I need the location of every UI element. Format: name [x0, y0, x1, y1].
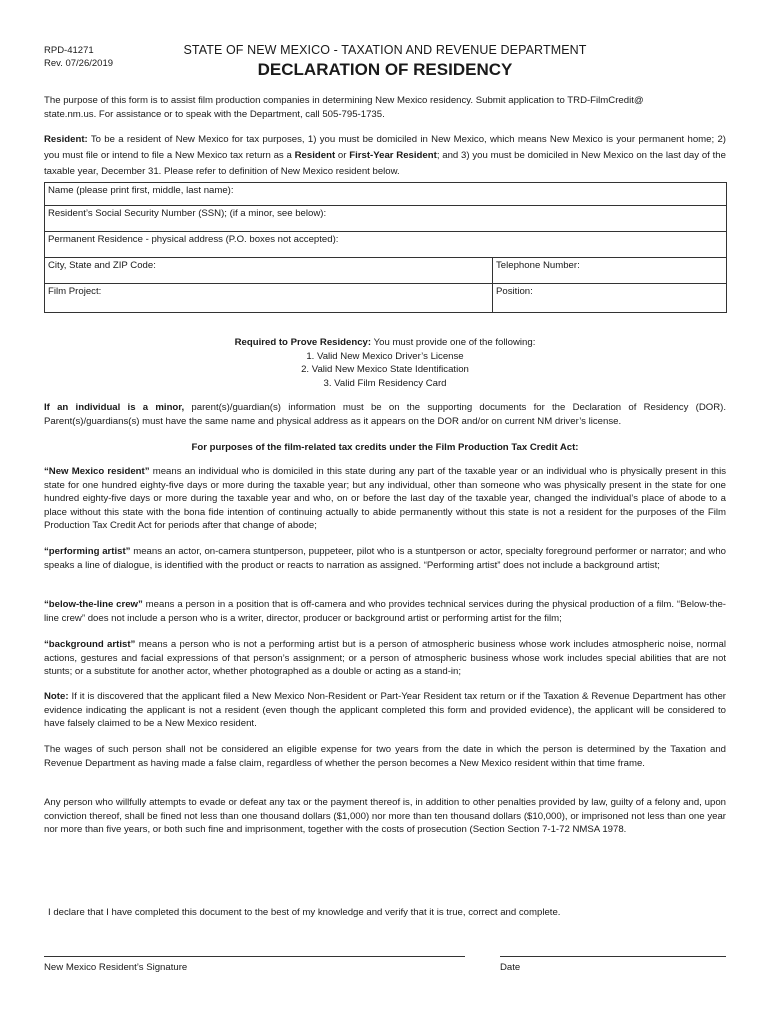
minor-label: If an individual is a minor,: [44, 402, 185, 413]
required-label: Required to Prove Residency:: [234, 337, 372, 348]
page-title: DECLARATION OF RESIDENCY: [257, 60, 513, 79]
city-state-zip-field[interactable]: [45, 258, 493, 284]
address-field[interactable]: [45, 232, 727, 258]
minor-paragraph: [44, 401, 726, 428]
date-label: Date: [500, 962, 521, 973]
nm-resident-term: “New Mexico resident”: [44, 466, 150, 477]
nm-resident-text: means an individual who is domiciled in this state during any part of the taxable year or an individual who is physically present in this state for one hundred eighty-five days or more during the taxable year; but any individual, other than someone who was physically present in the state for one hundred eighty-five days or more during the taxable year and who, on or before the last day of the taxable year, changed the individual’s place of abode to a place without this state with the bona fide intention of continuing actually to abide permanently without this state is not a resident for the purposes of the Film Production Tax Credit Act for periods after that change of abode;: [44, 466, 727, 532]
resident-info-table: [44, 182, 727, 313]
background-artist-term: “background artist”: [44, 639, 136, 650]
signature-line[interactable]: [44, 956, 465, 957]
performing-artist-term: “performing artist”: [44, 546, 131, 557]
intro-line-2: state.nm.us. For assistance or to speak with the Department, call 505-795-1735.: [44, 108, 385, 120]
intro-line-1: The purpose of this form is to assist film production companies in determining New Mexico residency. Submit application to TRD-FilmCredit@: [44, 95, 644, 106]
resident-word: Resident: [294, 150, 336, 161]
below-the-line-definition: [44, 598, 726, 625]
form-revision: Rev. 07/26/2019: [44, 58, 114, 69]
note-text: If it is discovered that the applicant filed a New Mexico Non-Resident or Part-Year Resident tax return or if the Taxation & Revenue Department has other evidence indicating the applicant is not a resident (even though the applicant completed this form and provided evidence), the applicant will be considered to have falsely claimed to be a New Mexico resident.: [44, 691, 726, 730]
agency-name: STATE OF NEW MEXICO - TAXATION AND REVENUE DEPARTMENT: [183, 43, 587, 57]
below-the-line-text: means a person in a position that is off-camera and who provides technical services during the physical production of a film. “Below-the-line crew” does not include a person who is a writer, director, producer or background artist or performing artist for the film;: [44, 599, 726, 624]
required-proof-block: [0, 336, 770, 390]
background-artist-definition: [44, 638, 726, 679]
name-field[interactable]: [45, 183, 727, 206]
date-line[interactable]: [500, 956, 726, 957]
below-the-line-term: “below-the-line crew”: [44, 599, 143, 610]
resident-or: or: [335, 150, 350, 161]
telephone-field[interactable]: [493, 258, 727, 284]
position-label: Position:: [496, 286, 533, 297]
declaration-statement: I declare that I have completed this document to the best of my knowledge and verify that it is true, correct and complete.: [48, 907, 561, 918]
resident-label: Resident:: [44, 134, 88, 145]
form-number: RPD-41271: [44, 45, 94, 56]
film-project-label: Film Project:: [48, 286, 102, 297]
wages-paragraph: The wages of such person shall not be considered an eligible expense for two years from the date in which the person is determined by the Taxation and Revenue Department as having made a false claim, regardless of whether the person becomes a New Mexico resident within that time frame.: [44, 744, 726, 769]
performing-artist-text: means an actor, on-camera stuntperson, puppeteer, pilot who is a stuntperson or actor, specialty foreground performer or narrator; and who speaks a line of dialogue, is identified with the product or reacts to narration as assigned. “Performing artist” does not include a background artist;: [44, 546, 726, 571]
telephone-label: Telephone Number:: [496, 260, 580, 271]
resident-paragraph: [44, 132, 726, 180]
performing-artist-definition: [44, 545, 726, 572]
background-artist-text: means a person who is not a performing artist but is a person of atmospheric business whose work includes atmospheric noise, normal actions, gestures and facial expressions of that person’s assignment; or a person of atmospheric business whose work includes special abilities that are not stunts; or a substitute for another actor, whether photographed as a double or acting as a stand-in;: [44, 639, 727, 678]
name-field-label: Name (please print first, middle, last name):: [48, 185, 234, 196]
signature-label: New Mexico Resident’s Signature: [44, 962, 188, 973]
note-paragraph: [44, 690, 726, 731]
required-heading: [0, 336, 770, 350]
note-label: Note:: [44, 691, 69, 702]
intro-paragraph: [44, 94, 726, 121]
required-item: 3. Valid Film Residency Card: [323, 377, 447, 389]
film-project-field[interactable]: [45, 284, 493, 313]
resident-text-1: To be a resident of New Mexico for tax purposes, 1) you must be domiciled in New Mexico, which means New Mexico is your permanent home; 2) you must file or intend to file a New Mexico tax return as a: [44, 134, 726, 161]
required-item: 1. Valid New Mexico Driver’s License: [306, 350, 464, 362]
position-field[interactable]: [493, 284, 727, 313]
first-year-word: First-Year Resident: [349, 150, 437, 161]
required-text: You must provide one of the following:: [371, 337, 536, 348]
city-state-zip-label: City, State and ZIP Code:: [48, 260, 156, 271]
ssn-field-label: Resident’s Social Security Number (SSN); (if a minor, see below):: [48, 208, 327, 219]
penalty-paragraph: Any person who willfully attempts to evade or defeat any tax or the payment thereof is, in addition to other penalties provided by law, guilty of a felony and, upon conviction thereof, shall be fined not less than one thousand dollars ($1,000) nor more than ten thousand dollars ($10,000), or imprisoned not less than one year nor more than five years, or both such fine and imprisonment, together with the costs of prosecution (Section Section 7-1-72 NMSA 1978.: [44, 797, 726, 836]
required-item: 2. Valid New Mexico State Identification: [301, 364, 469, 376]
address-field-label: Permanent Residence - physical address (P.O. boxes not accepted):: [48, 234, 339, 245]
ssn-field[interactable]: [45, 206, 727, 232]
purposes-heading: For purposes of the film-related tax credits under the Film Production Tax Credit Act:: [191, 442, 579, 453]
resident-text-2: ; and 3) you must be domiciled in New Mexico on the last day of the taxable year, December 31. Please refer to definition of New Mexico resident below.: [44, 150, 726, 177]
minor-text: parent(s)/guardian(s) information must be on the supporting documents for the Declaration of Residency (DOR). Parent(s)/guardians(s) must have the same name and physical address as it appears on the DOR and/or on current NM driver’s license.: [44, 402, 727, 427]
nm-resident-definition: [44, 465, 726, 533]
